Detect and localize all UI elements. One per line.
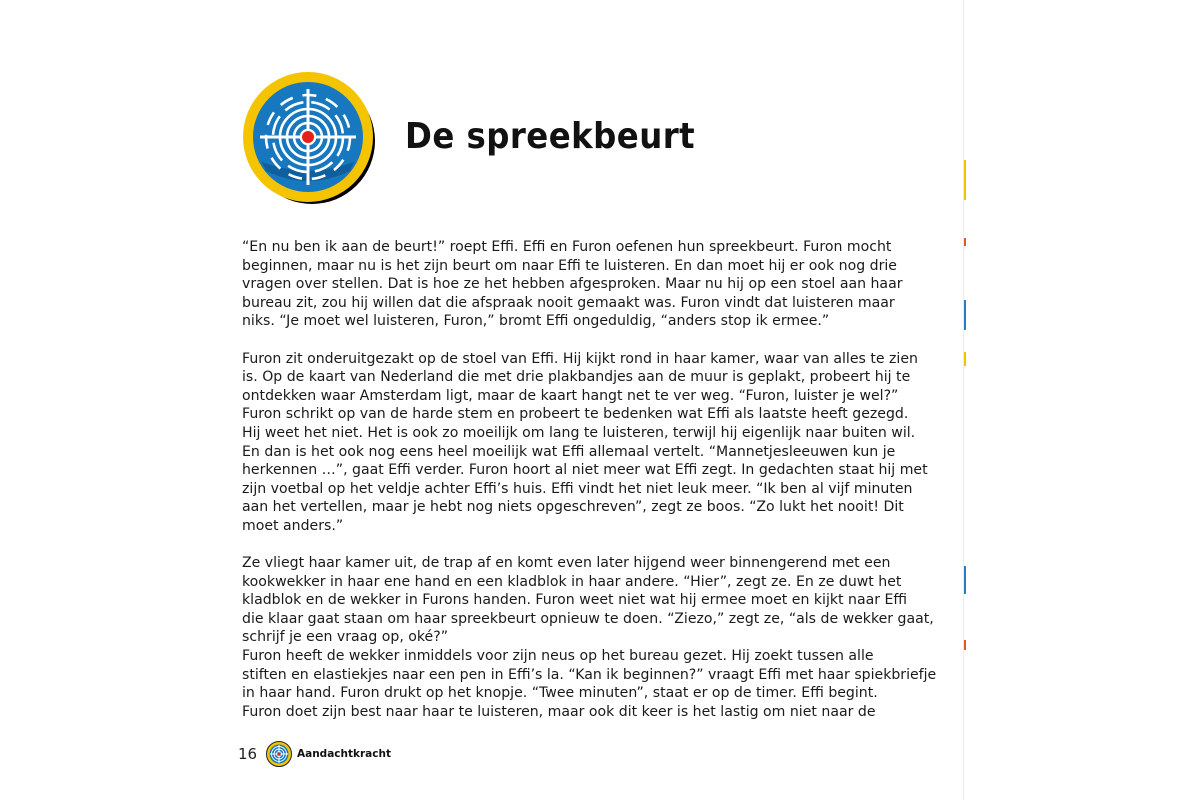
text-line: aan het vertellen, maar je hebt nog niets opgeschreven”, zegt ze boos. “Zo lukt het nooit! Dit: [242, 499, 904, 516]
text-line: bureau zit, zou hij willen dat die afspraak nooit gemaakt was. Furon vindt dat luisteren maar: [242, 294, 895, 311]
text-line: moet anders.”: [242, 517, 344, 534]
text-line: die klaar gaat staan om haar spreekbeurt opnieuw te doen. “Ziezo,” zegt ze, “als de wekker gaat,: [242, 610, 934, 627]
text-line: is. Op de kaart van Nederland die met drie plakbandjes aan de muur is geplakt, probeert hij te: [242, 369, 911, 386]
text-line: schrijf je een vraag op, oké?”: [242, 629, 449, 646]
text-line: ontdekken waar Amsterdam ligt, maar de kaart hangt net te ver weg. “Furon, luister je wel?”: [242, 387, 899, 404]
text-line: zijn voetbal op het veldje achter Effi’s huis. Effi vindt het niet leuk meer. “Ik ben al vijf minuten: [242, 480, 913, 497]
target-icon: [266, 741, 292, 767]
text-line: Furon zit onderuitgezakt op de stoel van Effi. Hij kijkt rond in haar kamer, waar van alles te zien: [242, 350, 918, 367]
text-line: niks. “Je moet wel luisteren, Furon,” bromt Effi ongeduldig, “anders stop ik ermee.”: [242, 313, 830, 330]
text-line: stiften en elastiekjes naar een pen in Effi’s la. “Kan ik beginnen?” vraagt Effi met haar spiekbriefje: [242, 666, 937, 683]
text-line: “En nu ben ik aan de beurt!” roept Effi. Effi en Furon oefenen hun spreekbeurt. Furon mocht: [242, 239, 892, 255]
section-label: Aandachtkracht: [297, 748, 391, 760]
text-line: kookwekker in haar ene hand en een kladblok in haar andere. “Hier”, zegt ze. En ze duwt het: [242, 573, 902, 590]
text-line: in haar hand. Furon drukt op het knopje. “Twee minuten”, staat er op de timer. Effi begint.: [242, 685, 878, 702]
text-line: Furon doet zijn best naar haar te luisteren, maar ook dit keer is het lastig om niet naar de: [242, 703, 876, 720]
page-edge: [963, 0, 964, 800]
page-title: De spreekbeurt: [405, 116, 696, 157]
text-line: En dan is het ook nog eens heel moeilijk wat Effi allemaal vertelt. “Mannetjesleeuwen kun je: [242, 443, 896, 460]
text-line: Furon schrikt op van de harde stem en probeert te bedenken wat Effi als laatste heeft gezegd.: [242, 406, 909, 423]
story-text: [242, 238, 937, 721]
page-number: 16: [238, 745, 258, 763]
text-line: Ze vliegt haar kamer uit, de trap af en komt even later hijgend weer binnengerend met een: [242, 555, 891, 572]
text-line: Furon heeft de wekker inmiddels voor zijn neus op het bureau gezet. Hij zoekt tussen alle: [242, 648, 874, 665]
text-line: vragen over stellen. Dat is hoe ze het hebben afgesproken. Maar nu hij op een stoel aan haar: [242, 276, 903, 293]
blank-line: [242, 536, 902, 555]
text-line: beginnen, maar nu is het zijn beurt om naar Effi te luisteren. En dan moet hij er ook nog drie: [242, 257, 897, 274]
target-icon: [240, 67, 380, 207]
page-footer: [238, 741, 391, 767]
text-line: kladblok en de wekker in Furons handen. Furon weet niet wat hij ermee moet en kijkt naar Effi: [242, 592, 908, 609]
blank-line: [242, 331, 902, 350]
text-line: Hij weet het niet. Het is ook zo moeilijk om lang te luisteren, terwijl hij eigenlijk naar buiten wil.: [242, 424, 916, 441]
text-line: herkennen …”, gaat Effi verder. Furon hoort al niet meer wat Effi zegt. In gedachten staat hij met: [242, 462, 928, 479]
